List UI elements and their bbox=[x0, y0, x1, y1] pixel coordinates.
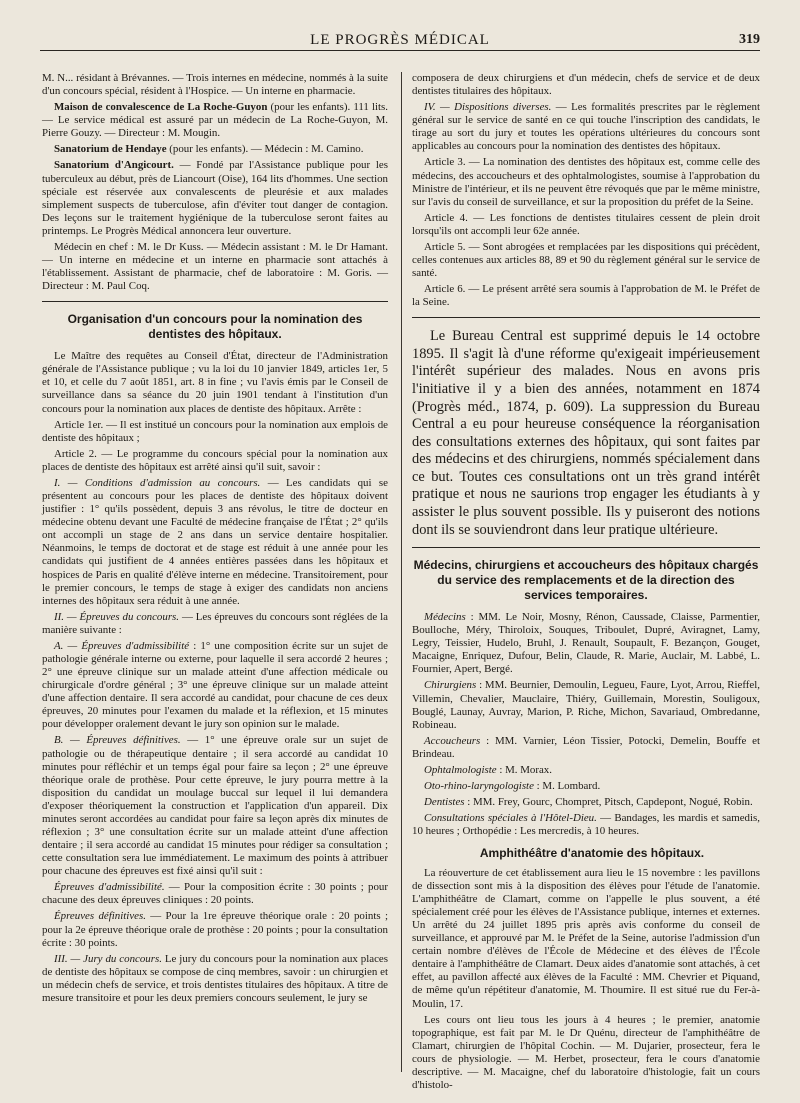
points-definitives-title: Épreuves définitives. bbox=[54, 910, 146, 923]
medecins-label: Médecins bbox=[424, 611, 466, 624]
admissibilite-title: A. — Épreuves d'admissibilité bbox=[54, 639, 190, 652]
left-column bbox=[42, 72, 388, 1008]
paragraph-cours: Les cours ont lieu tous les jours à 4 heures ; le premier, anatomie topographique, est fait par M. le Dr Quénu, directeur de l'amphithéâtre de Clamart, chirurgien de l'hôpital Cochin. — M. Dujarier, prosecteur, fera le cours de physiologie. — M. Herbet, prosecteur, fera le cours d'anatomie descriptive. — M. Macaigne, chef du laboratoire d'histologie, fait un cours d'histolo- bbox=[412, 1013, 760, 1091]
epreuves-text: — Les épreuves du concours sont réglées de la manière suivante : bbox=[42, 610, 388, 636]
right-column bbox=[412, 72, 760, 1095]
paragraph-angicourt bbox=[42, 159, 388, 237]
points-definitives-text: — Pour la 1re épreuve théorique orale : 20 points ; pour la 2e épreuve théorique orale de prothèse : 20 points ; pour la consultation écrite : 30 points. bbox=[42, 910, 388, 949]
orl-label: Oto-rhino-laryngologiste bbox=[424, 780, 534, 793]
section-separator bbox=[412, 547, 760, 548]
dispositions-text: — Les formalités prescrites par le règlement général sur le service de santé en ce qui touche l'inscription des candidats, le tirage au sort du jury et toutes les opérations ultérieures du concours sont applicables au concours pour la nomination des dentistes des hôpitaux. bbox=[412, 101, 760, 153]
epreuves-title: II. — Épreuves du concours. bbox=[54, 610, 180, 623]
paragraph-article-4: Article 4. — Les fonctions de dentistes titulaires cessent de plein droit lorsqu'ils ont accompli leur 62e année. bbox=[412, 211, 760, 237]
section-heading-remplacements: Médecins, chirurgiens et accoucheurs des hôpitaux chargés du service des remplacements et de la direction des services temporaires. bbox=[413, 558, 759, 603]
page-number: 319 bbox=[739, 32, 760, 47]
angicourt-title: Sanatorium d'Angicourt. bbox=[54, 159, 174, 172]
paragraph-article-5: Article 5. — Sont abrogées et remplacées par les dispositions qui précèdent, celles contenues aux articles 88, 89 et 90 du règlement général sur le service de santé. bbox=[412, 240, 760, 280]
conditions-text: — Les candidats qui se présentent au concours pour les places de dentiste des hôpitaux doivent justifier : 1° qu'ils possèdent, depuis 3 ans révolus, le titre de docteur en médecine obtenu devant une Faculté de médecine française de l'État ; 2° qu'ils ont accompli un stage de 2 ans dans un service dentaire hospitalier. Néanmoins, le temps de doctorat et de stage est réduit à une année pour les candidats qui justifient de 4 années entières passées dans les hôpitaux et hospices de Paris en qualité d'élève interne en médecine. Transitoirement, pour le premier concours, le temps de stage à exiger des candidats non anciens internes des hôpitaux sera réduit à une année. bbox=[42, 476, 388, 607]
orl-name: : M. Lombard. bbox=[533, 780, 601, 793]
angicourt-text: — Fondé par l'Assistance publique pour les tuberculeux au début, près de Liancourt (Oise), 164 lits d'hommes. Une section spéciale est réservée aux convalescents de pleurésie et aux malades simplement suspects de tuberculose, afin d'éviter tout danger de contagion. Des leçons sur le traitement hygiénique de la tuberculose seront faites au printemps. Le Progrès Médical annoncera leur ouverture. bbox=[42, 159, 388, 237]
paragraph-dispositions bbox=[412, 101, 760, 153]
ophtalmologiste-label: Ophtalmologiste bbox=[424, 763, 497, 776]
section-heading-dentistes: Organisation d'un concours pour la nomination des dentistes des hôpitaux. bbox=[67, 312, 363, 342]
definitives-title: B. — Épreuves définitives. bbox=[54, 734, 181, 747]
paragraph-definitives bbox=[42, 734, 388, 878]
conditions-title: I. — Conditions d'admission au concours. bbox=[54, 476, 261, 489]
chirurgiens-list: : MM. Beurnier, Demoulin, Legueu, Faure, Lyot, Arrou, Rieffel, Villemin, Chevalier, Mauclaire, Thiéry, Guillemain, Morestin, Souligoux, Bouglé, Launay, Auvray, Marion, P. Riche, Michon, Savariaud, Ombredanne, Robineau. bbox=[412, 679, 760, 731]
hendaye-text: (pour les enfants). — Médecin : M. Camino. bbox=[166, 143, 364, 156]
paragraph-article-3: Article 3. — La nomination des dentistes des hôpitaux est, comme celle des médecins, des accoucheurs et des ophtalmologistes, soumise à l'approbation du Ministre de l'intérieur, et ils ne peuvent être révoqués que par le même ministre, sur l'avis du conseil de surveillance, et sur la proposition du préfet de la Seine. bbox=[412, 156, 760, 208]
bureau-central-text: Le Bureau Central est supprimé depuis le 14 octobre 1895. Il s'agit là d'une réforme qu'exigeait impérieusement l'intérêt supérieur des malades. Nous en avons pris l'initiative il y a bien des années, notamment en 1874 (Progrès méd., 1874, p. 609). La suppression du Bureau Central a eu pour heureuse conséquence la réorganisation des consultations externes des hôpitaux, qui sont faites par des médecins et des chirurgiens, nommés spécialement dans ce but. Toutes ces consultations ont un très grand intérêt pratique et nous ne saurions trop engager les étudiants à y assister le plus souvent possible. Ils y puiseront des notions dont ils se souviendront dans leur pratique ultérieure. bbox=[412, 328, 760, 538]
section-heading-amphitheatre: Amphithéâtre d'anatomie des hôpitaux. bbox=[479, 846, 705, 861]
paragraph-brevannes: M. N... résidant à Brévannes. — Trois internes en médecine, nommés à la suite d'un concours spécial, résident à l'Hospice. — Un interne en pharmacie. bbox=[42, 72, 388, 98]
points-admissibilite-title: Épreuves d'admissibilité. bbox=[54, 881, 165, 894]
paragraph-dentistes bbox=[412, 796, 760, 809]
hendaye-title: Sanatorium de Hendaye bbox=[54, 143, 167, 156]
dentistes-list: : MM. Frey, Gourc, Chompret, Pitsch, Capdepont, Nogué, Robin. bbox=[464, 796, 753, 809]
paragraph-admissibilite bbox=[42, 640, 388, 732]
paragraph-article-6: Article 6. — Le présent arrêté sera soumis à l'approbation de M. le Préfet de la Seine. bbox=[412, 283, 760, 309]
paragraph-arrete: Le Maître des requêtes au Conseil d'État, directeur de l'Administration générale de l'Assistance publique ; vu la loi du 10 janvier 1849, articles 1er, 5 et 10, et celle du 7 août 1851, art. 8 in fine ; vu l'avis émis par le Conseil de surveillance dans sa séance du 20 juin 1901 tendant à l'institution d'un concours pour la nomination aux places de dentiste des hôpitaux. Arrête : bbox=[42, 350, 388, 415]
definitives-text: — 1° une épreuve orale sur un sujet de pathologie ou de thérapeutique dentaire ; il sera accordé au candidat 10 minutes pour réfléchir et un temps égal pour faire sa leçon ; 2° une épreuve théorique orale de prothèse. Pour cette épreuve, le jury pourra mettre à la disposition du candidat un moulage buccal sur lequel il lui demandera d'exposer théoriquement la construction et l'application d'un appareil. Dix minutes seront accordées au candidat pour faire sa leçon après dix minutes de réflexion ; 3° une consultation écrite sur un malade atteint d'une affection dentaire ; il sera accordé au candidat 15 minutes pour rédiger sa consultation ; cette consultation sera lue immédiatement. Le maximum des points à attribuer pour chacune des épreuves est fixé ainsi qu'il suit : bbox=[42, 734, 389, 878]
medecins-list: : MM. Le Noir, Mosny, Rénon, Caussade, Claisse, Parmentier, Boulloche, Méry, Thiroloix, Souques, Triboulet, Dupré, Aviragnet, Lamy, Legry, Teissier, Hudelo, Bruhl, J. Renault, Soupault, F. Bezançon, Gouget, Macaigne, Enriquez, Dufour, Belin, Claude, R. Marie, Auclair, M. Labbé, L. Fournier, Apert, Bergé. bbox=[412, 611, 760, 676]
paragraph-angicourt-staff: Médecin en chef : M. le Dr Kuss. — Médecin assistant : M. le Dr Hamant. — Un interne en médecine et un interne en pharmacie sont attachés à l'établissement. Assistant de pharmacie, chef de laboratoire : M. Goris. — Directeur : M. Paul Coq. bbox=[42, 240, 388, 293]
paragraph-hendaye bbox=[42, 143, 388, 156]
roche-guyon-title: Maison de convalescence de La Roche-Guyon bbox=[54, 101, 268, 114]
paragraph-reouverture: La réouverture de cet établissement aura lieu le 15 novembre : les pavillons de dissection sont mis à la disposition des élèves pour l'étude de l'anatomie. L'amphithéâtre de Clamart, comme on l'appelle le plus souvent, a été spécialement créé pour les élèves de l'Assistance publique, internes et externes. Un arrêté du 24 juillet 1895 pris après avis conforme du conseil de surveillance, et approuvé par M. le Préfet de la Seine, autorise l'admission d'un certain nombre d'élèves de l'École de Médecine et des élèves de l'École dentaire à l'amphithéâtre de Clamart. Deux aides d'anatomie sont attachés, à cet effet, au pavillon affecté aux élèves de la Faculté : MM. Chevrier et Piquand, de même qu'un répétiteur d'anatomie, M. Thoumire. Il est situé rue du Fer-à-Moulin, 17. bbox=[412, 866, 760, 1010]
paragraph-consultations bbox=[412, 812, 760, 838]
consultations-label: Consultations spéciales à l'Hôtel-Dieu. bbox=[424, 812, 597, 825]
dentistes-label: Dentistes bbox=[424, 796, 465, 809]
dispositions-title: IV. — Dispositions diverses. bbox=[424, 101, 552, 114]
accoucheurs-list: : MM. Varnier, Léon Tissier, Potocki, Demelin, Bouffe et Brindeau. bbox=[412, 734, 760, 760]
chirurgiens-label: Chirurgiens bbox=[424, 679, 477, 692]
points-admissibilite-text: — Pour la composition écrite : 30 points ; pour chacune des deux épreuves cliniques : 20 points. bbox=[42, 881, 388, 907]
admissibilite-text: : 1° une composition écrite sur un sujet de pathologie générale interne ou externe, pour laquelle il sera accordé 2 heures ; 2° une épreuve clinique sur un malade atteint d'une affection médicale ou chirurgicale d'ordre général ; 3° une épreuve clinique sur un malade atteint d'une affection dentaire. Il sera accordé au candidat, pour chacune de ces deux épreuves, 20 minutes pour l'examen du malade et la réflexion, et 15 minutes pour développer oralement devant le jury son opinion sur le malade. bbox=[42, 639, 388, 731]
paragraph-chirurgiens bbox=[412, 679, 760, 731]
paragraph-points-definitives bbox=[42, 910, 388, 949]
running-header bbox=[40, 28, 760, 51]
roche-guyon-text: (pour les enfants). 111 lits. — Le service médical est assuré par un médecin de La Roche-Guyon, M. Pierre Gouzy. — Directeur : M. Mougin. bbox=[42, 101, 388, 140]
jury-title: III. — Jury du concours. bbox=[54, 952, 162, 965]
consultations-text: — Bandages, les mardis et samedis, 10 heures ; Orthopédie : Les mercredis, à 10 heures. bbox=[412, 812, 760, 838]
paragraph-jury bbox=[42, 953, 388, 1005]
paragraph-orl bbox=[412, 780, 760, 793]
paragraph-jury-continued: composera de deux chirurgiens et d'un médecin, chefs de service et de deux dentistes titulaires des hôpitaux. bbox=[412, 72, 760, 98]
paragraph-medecins bbox=[412, 611, 760, 676]
paragraph-roche-guyon bbox=[42, 101, 388, 140]
paragraph-conditions bbox=[42, 477, 388, 608]
journal-title: LE PROGRÈS MÉDICAL bbox=[310, 32, 490, 48]
section-separator bbox=[412, 317, 760, 318]
paragraph-points-admissibilite bbox=[42, 881, 388, 907]
paragraph-article-2: Article 2. — Le programme du concours spécial pour la nomination aux places de dentiste des hôpitaux est arrêté ainsi qu'il suit, savoir : bbox=[42, 447, 388, 473]
column-rule bbox=[401, 72, 402, 1072]
paragraph-accoucheurs bbox=[412, 735, 760, 761]
ophtalmologiste-name: : M. Morax. bbox=[496, 763, 552, 776]
accoucheurs-label: Accoucheurs bbox=[424, 734, 481, 747]
paragraph-epreuves bbox=[42, 611, 388, 637]
jury-text: Le jury du concours pour la nomination aux places de dentiste des hôpitaux se compose de cinq membres, savoir : un chirurgien et un médecin chefs de service, et trois dentistes titulaires des hôpitaux. A titre de mesure transitoire et pour les deux premiers concours seulement, le jury se bbox=[42, 952, 388, 1004]
paragraph-ophtalmologiste bbox=[412, 764, 760, 777]
section-separator bbox=[42, 301, 388, 302]
bureau-central-notice bbox=[412, 328, 760, 539]
paragraph-article-1: Article 1er. — Il est institué un concours pour la nomination aux emplois de dentiste des hôpitaux ; bbox=[42, 418, 388, 444]
